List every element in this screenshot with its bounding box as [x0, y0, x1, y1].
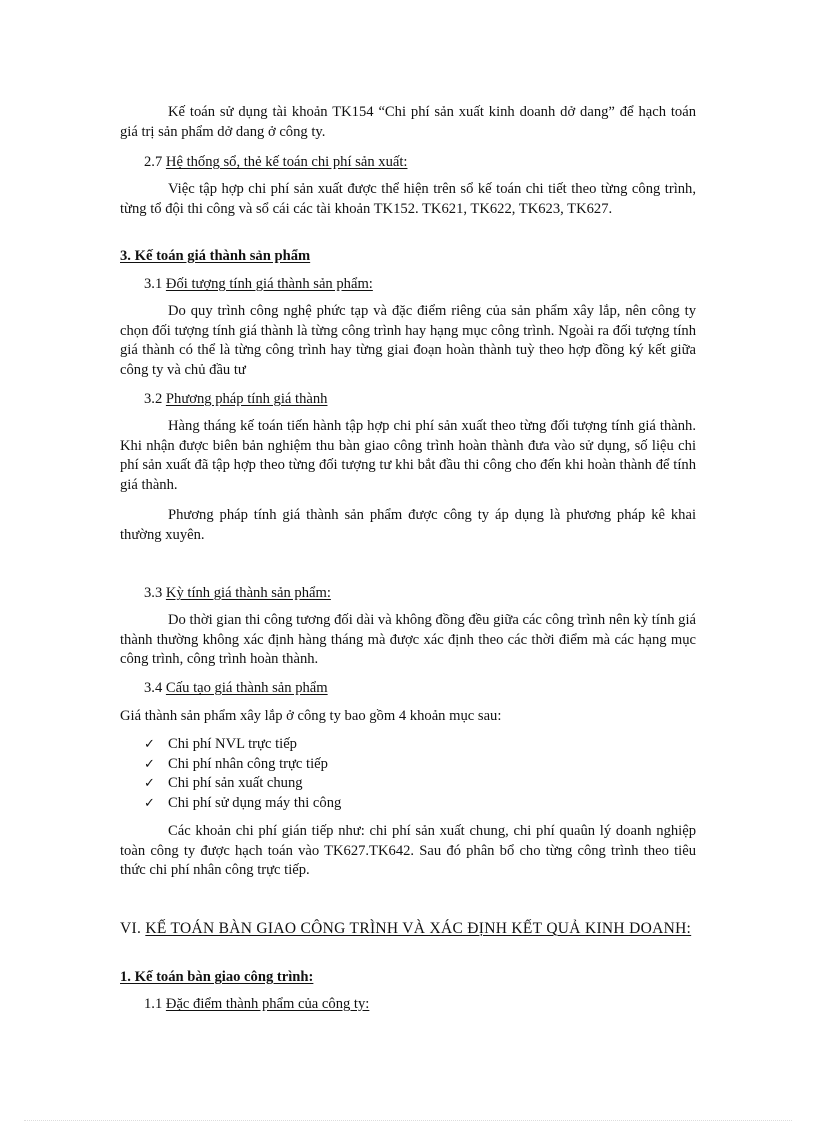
heading-vi-number: VI.: [120, 920, 142, 937]
paragraph-cau-tao: Giá thành sản phẩm xây lắp ở công ty bao gồm 4 khoản mục sau:: [120, 708, 502, 724]
section-title: Đối tượng tính giá thành sản phẩm:: [165, 276, 373, 292]
section-title: Đặc điểm thành phẩm của công ty:: [165, 996, 370, 1012]
paragraph-tk154: Kế toán sử dụng tài khoản TK154 “Chi phí sản xuất kinh doanh dở dang” để hạch toán giá trị sản phẩm dở dang ở công ty.: [120, 104, 696, 140]
section-number: 3.1: [144, 276, 163, 292]
check-mark-icon: ✓: [144, 776, 155, 792]
section-number: 3.2: [144, 391, 163, 407]
heading-3-1: [120, 275, 696, 295]
heading-1-title: 1. Kế toán bàn giao công trình:: [120, 969, 314, 985]
paragraph-so-ke-toan: Việc tập hợp chi phí sản xuất được thể hiện trên sổ kế toán chi tiết theo từng công trình, từng tổ đội thi công và sổ cái các tài khoản TK152. TK621, TK622, TK623, TK627.: [120, 181, 696, 217]
section-number: 2.7: [144, 154, 163, 170]
list-item-text: Chi phí NVL trực tiếp: [168, 736, 297, 752]
heading-1-1: [120, 995, 696, 1015]
list-item: [120, 735, 696, 755]
heading-vi: [120, 918, 696, 939]
paragraph-doi-tuong: Do quy trình công nghệ phức tạp và đặc điểm riêng của sản phẩm xây lắp, nên công ty chọn đối tượng tính giá thành là từng công trình hay hạng mục công trình. Ngoài ra đối tượng tính giá thành có thể là từng công trình hay từng giai đoạn hoàn thành tuỳ theo hợp đồng ký kết giữa công ty và chủ đầu tư: [120, 303, 696, 378]
section-number: 3.4: [144, 680, 163, 696]
heading-3-3: [120, 584, 696, 604]
heading-2-7: [120, 153, 696, 173]
check-mark-icon: ✓: [144, 756, 155, 772]
paragraph-ky-tinh: Do thời gian thi công tương đối dài và không đồng đều giữa các công trình nên kỳ tính giá thành thường không xác định hàng tháng mà được xác định theo các thời điểm mà các hạng mục công trình, công trình hoàn thành.: [120, 612, 696, 668]
list-item: [120, 794, 696, 814]
list-item: [120, 774, 696, 794]
paragraph-chi-phi-gian-tiep: Các khoản chi phí gián tiếp như: chi phí sản xuất chung, chi phí quaûn lý doanh nghiệp toàn công ty được hạch toán vào TK627.TK642. Sau đó phân bổ cho từng công trình theo tiêu thức chi phí nhân công trực tiếp.: [120, 823, 696, 879]
heading-1-ban-giao: [120, 968, 696, 988]
section-number: 3.3: [144, 585, 163, 601]
list-item-text: Chi phí sản xuất chung: [168, 775, 303, 792]
section-title: Hệ thống sổ, thẻ kế toán chi phí sản xuất:: [165, 154, 408, 170]
list-item: [120, 755, 696, 775]
heading-3: [120, 247, 696, 267]
list-item-text: Chi phí nhân công trực tiếp: [168, 755, 328, 772]
page-bottom-divider: [24, 1120, 792, 1121]
cost-items-list: [120, 735, 696, 813]
section-title: Cấu tạo giá thành sản phẩm: [165, 680, 328, 696]
heading-3-title: 3. Kế toán giá thành sản phẩm: [120, 248, 311, 264]
paragraph-phuong-phap: Phương pháp tính giá thành sản phẩm được công ty áp dụng là phương pháp kê khai thường xuyên.: [120, 507, 696, 543]
check-mark-icon: ✓: [144, 795, 155, 811]
paragraph-hang-thang: Hàng tháng kế toán tiến hành tập hợp chi phí sản xuất theo từng đối tượng tính giá thành. Khi nhận được biên bản nghiệm thu bàn giao công trình hoàn thành đưa vào sử dụng, số liệu chi phí sản xuất đã tập hợp theo từng đối tượng tư khi bắt đầu thi công cho đến khi hoàn thành để tính giá thành.: [120, 418, 696, 493]
heading-3-4: [120, 679, 696, 699]
section-title: Phương pháp tính giá thành: [165, 391, 328, 407]
check-mark-icon: ✓: [144, 737, 155, 752]
section-title: Kỳ tính giá thành sản phẩm:: [165, 585, 331, 601]
heading-vi-title: KẾ TOÁN BÀN GIAO CÔNG TRÌNH VÀ XÁC ĐỊNH KẾT QUẢ KINH DOANH:: [145, 920, 692, 937]
list-item-text: Chi phí sử dụng máy thi công: [168, 794, 342, 811]
section-number: 1.1: [144, 996, 163, 1012]
heading-3-2: [120, 390, 696, 410]
